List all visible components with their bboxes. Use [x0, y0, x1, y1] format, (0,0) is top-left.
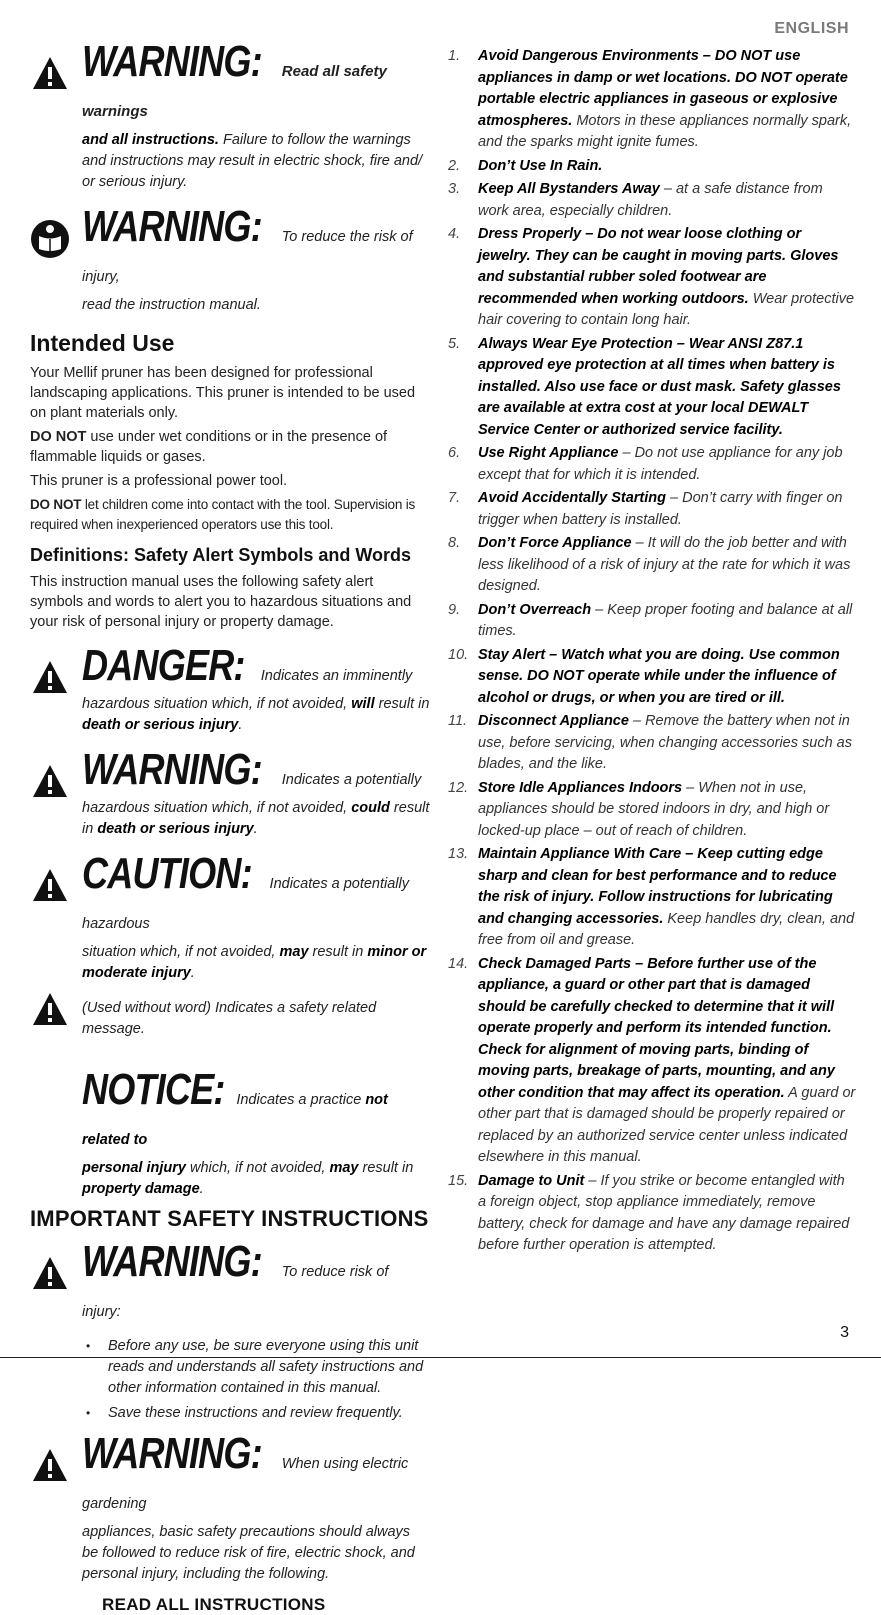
list-item: • Save these instructions and review frequently. [82, 1403, 430, 1424]
danger-definition: DANGER: Indicates an imminently hazardous situation which, if not avoided, will result in death or serious injury. [30, 646, 430, 736]
signal-word: WARNING: [82, 202, 262, 251]
rule-number: 10. [448, 646, 469, 663]
rule-item [446, 533, 856, 598]
rule-heading: Keep All Bystanders Away [478, 181, 660, 197]
warning-body: read the instruction manual. [82, 297, 261, 313]
rule-number: 9. [448, 601, 461, 618]
definitions-title: Definitions: Safety Alert Symbols and Words [30, 545, 412, 565]
warning-definition: WARNING: Indicates a potentially hazardous situation which, if not avoided, could result in death or serious injury. [30, 750, 430, 840]
rule-heading: Avoid Accidentally Starting [478, 490, 666, 506]
signal-word: DANGER: [82, 641, 245, 690]
symbol-only-definition: (Used without word) Indicates a safety related message. [30, 990, 430, 1040]
definitions-text: This instruction manual uses the following safety alert symbols and words to alert you to hazardous situations and your risk of personal injury or property damage. [30, 574, 412, 630]
rule-item [446, 844, 856, 952]
language-label: ENGLISH [774, 20, 849, 37]
rule-item [446, 156, 856, 178]
rule-heading: Store Idle Appliances Indoors [478, 779, 683, 796]
warning-body: and all instructions. Failure to follow the warnings and instructions may result in electric shock, fire and/ or serious injury. [82, 132, 423, 190]
rule-text: – at a safe distance from work area, especially children. [478, 181, 823, 219]
signal-word: CAUTION: [82, 849, 252, 898]
rule-item [446, 954, 856, 1169]
safety-rules-list [446, 46, 856, 1257]
rule-heading: Don’t Use In Rain. [478, 157, 603, 174]
rule-heading: Avoid Dangerous Environments – DO NOT use appliances in damp or wet locations. DO NOT operate portable electric appliances in gaseous or explosive atmospheres. [478, 48, 848, 129]
rule-number: 5. [448, 335, 461, 352]
rule-text: – Don’t carry with finger on trigger when battery is installed. [478, 490, 843, 528]
rule-text: Wear protective hair covering to contain long hair. [478, 290, 855, 328]
rule-heading: Stay Alert – Watch what you are doing. Use common sense. DO NOT operate while under the influence of alcohol or drugs, or when you are tired or ill. [478, 646, 840, 706]
rule-item [446, 443, 856, 486]
rule-number: 11. [448, 713, 468, 729]
rule-item [446, 645, 856, 710]
rule-heading: Check Damaged Parts – Before further use of the appliance, a guard or other part that is damaged should be carefully checked to determine that it will operate properly and perform its intended function. Check for alignment of moving parts, binding of moving parts, breakage of parts, mounting, and any other condition that may affect its operation. [478, 955, 835, 1101]
rule-number: 12. [448, 779, 469, 796]
rule-heading: Always Wear Eye Protection – Wear ANSI Z87.1 approved eye protection at all times when battery is installed. Also use face or dust mask. Safety glasses are available at extra cost at your local DEWALT Service Center or authorized service facility. [478, 335, 841, 438]
rule-text: – Remove the battery when not in use, before servicing, when changing accessories such as blades, and the like. [478, 713, 852, 772]
read-all-instructions: READ ALL INSTRUCTIONS [102, 1595, 326, 1614]
rule-heading: Disconnect Appliance [478, 713, 629, 729]
intended-use-p4: DO NOT let children come into contact with the tool. Supervision is required when inexperienced operators use this tool. [30, 497, 416, 532]
rule-number: 4. [448, 226, 461, 242]
rule-item [446, 1171, 856, 1257]
signal-word: WARNING: [82, 1429, 262, 1478]
warning-reduce-risk: WARNING: To reduce risk of injury: • Before any use, be sure everyone using this unit reads and understands all safety instructions and other information contained in this manual. • Save these instructions and review frequently. [30, 1242, 430, 1424]
rule-number: 8. [448, 535, 461, 551]
page-number: 3 [840, 1324, 849, 1341]
warning-triangle-icon [32, 764, 68, 798]
intended-use-p2: DO NOT use under wet conditions or in the presence of flammable liquids or gases. [30, 429, 388, 465]
rule-heading: Damage to Unit [478, 1172, 585, 1189]
warning-triangle-icon [32, 660, 68, 694]
warning-read-manual [30, 202, 430, 316]
rule-item [446, 600, 856, 643]
rule-text: – It will do the job better and with less likelihood of a risk of injury at the rate for which it was designed. [478, 535, 851, 594]
rule-item [446, 46, 856, 154]
rule-item [446, 488, 856, 531]
signal-word: WARNING: [82, 1237, 262, 1286]
intended-use-p1: Your Mellif pruner has been designed for professional landscaping applications. This pruner is intended to be used on plant materials only. [30, 365, 416, 421]
rule-number: 3. [448, 181, 461, 197]
rule-text: A guard or other part that is damaged should be properly repaired or replaced by an authorized service center unless indicated elsewhere in this manual. [478, 1084, 856, 1165]
rule-item [446, 778, 856, 843]
rule-number: 7. [448, 490, 461, 506]
intended-use-p3: This pruner is a professional power tool. [30, 473, 288, 489]
notice-definition: NOTICE: Indicates a practice not related to personal injury which, if not avoided, may result in property damage. [82, 1065, 414, 1197]
rule-number: 1. [448, 48, 461, 64]
right-column [446, 46, 856, 1259]
warning-head: Read all safety warnings [82, 63, 387, 120]
safety-bullets [82, 1336, 430, 1424]
warning-triangle-icon [32, 992, 68, 1026]
signal-word: NOTICE: [82, 1065, 225, 1114]
rule-text: – When not in use, appliances should be stored indoors in dry, and high or locked-up place – out of reach of children. [478, 779, 830, 839]
rule-number: 6. [448, 445, 461, 461]
rule-item [446, 179, 856, 222]
important-title: IMPORTANT SAFETY INSTRUCTIONS [30, 1206, 429, 1231]
warning-head: To reduce the risk of injury, [82, 229, 413, 285]
rule-item [446, 711, 856, 776]
warning-triangle-icon [32, 868, 68, 902]
rule-heading: Don’t Force Appliance [478, 535, 632, 551]
bottom-rule [0, 1357, 881, 1358]
signal-word: WARNING: [82, 745, 262, 794]
warning-triangle-icon [32, 56, 68, 90]
rule-heading: Maintain Appliance With Care – Keep cutting edge sharp and clean for best performance and to reduce the risk of injury. Follow instructions for lubricating and changing accessories. [478, 846, 837, 927]
left-column [30, 37, 430, 1615]
intended-use-title: Intended Use [30, 330, 175, 356]
rule-number: 2. [448, 157, 461, 174]
read-manual-icon [30, 219, 70, 259]
warning-triangle-icon [32, 1256, 68, 1290]
warning-read-all [30, 37, 430, 193]
rule-heading: Dress Properly – Do not wear loose clothing or jewelry. They can be caught in moving parts. Gloves and substantial rubber soled footwear are recommended when working outdoors. [478, 226, 839, 307]
rule-text: – Do not use appliance for any job except that for which it is intended. [478, 445, 843, 483]
rule-heading: Use Right Appliance [478, 445, 619, 461]
signal-word: WARNING: [82, 37, 262, 86]
rule-item [446, 224, 856, 332]
rule-number: 13. [448, 846, 469, 862]
rule-text: – If you strike or become entangled with a foreign object, stop appliance immediately, remove battery, check for damage and have any damage repaired before further operation is attempted. [478, 1172, 850, 1253]
rule-text: Keep handles dry, clean, and free from oil and grease. [478, 910, 855, 948]
warning-electric-gardening: WARNING: When using electric gardening appliances, basic safety precautions should always be followed to reduce risk of fire, electric shock, and personal injury, including the following. [30, 1434, 430, 1585]
list-item: • Before any use, be sure everyone using this unit reads and understands all safety instructions and other information contained in this manual. [82, 1336, 430, 1399]
rule-text: – Keep proper footing and balance at all times. [478, 601, 853, 639]
rule-text: Motors in these appliances normally spark, and the sparks might ignite fumes. [478, 112, 852, 150]
rule-item [446, 334, 856, 442]
rule-number: 14. [448, 955, 469, 972]
warning-triangle-icon [32, 1448, 68, 1482]
caution-definition: CAUTION: Indicates a potentially hazardous situation which, if not avoided, may result in minor or moderate injury. [30, 854, 430, 984]
rule-number: 15. [448, 1172, 469, 1189]
rule-heading: Don’t Overreach [478, 601, 592, 618]
